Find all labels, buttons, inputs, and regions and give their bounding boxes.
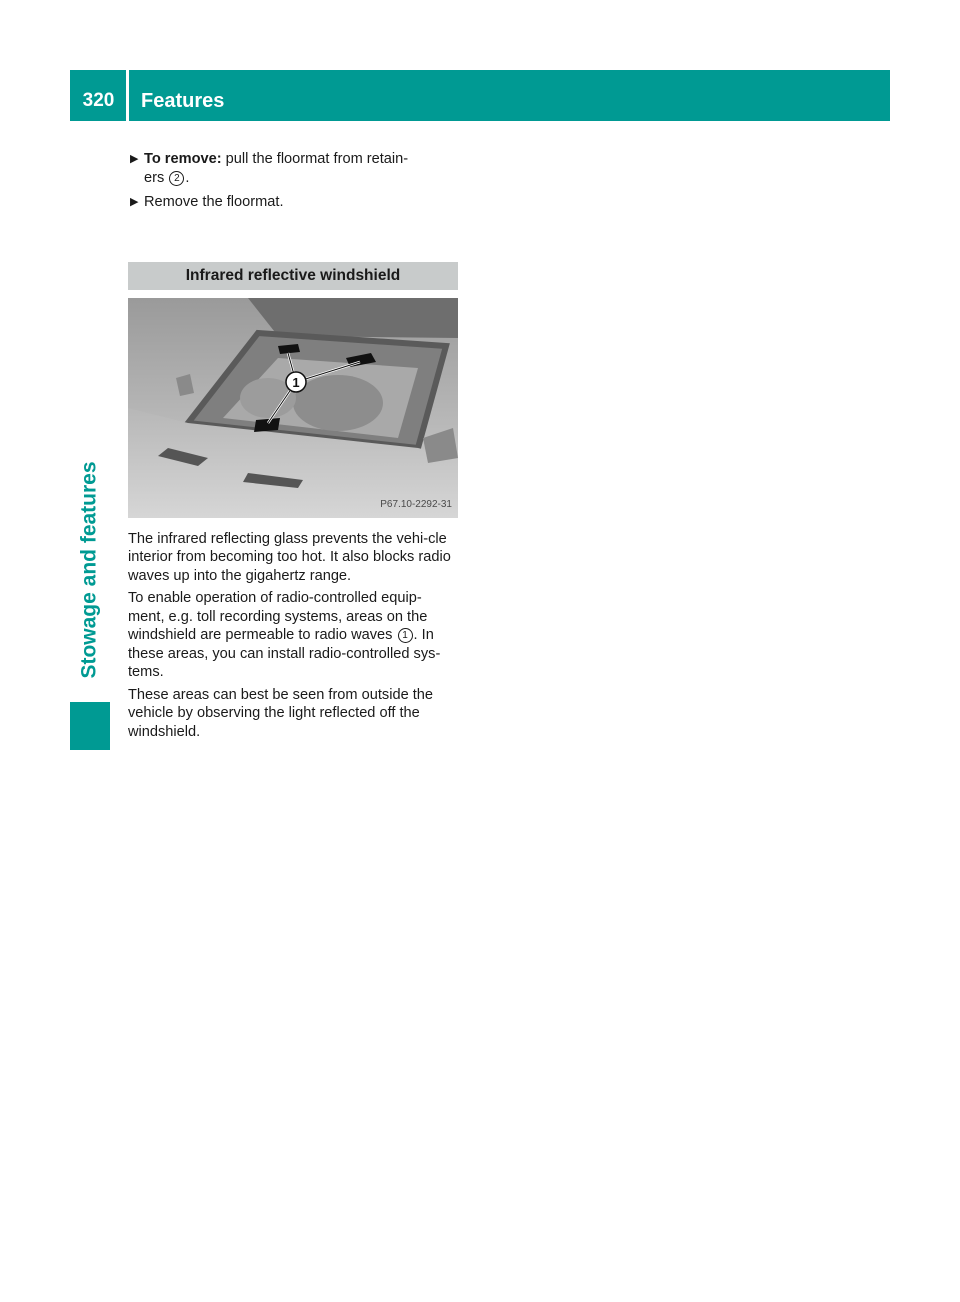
step-bold-label: To remove: — [144, 151, 222, 167]
step-text: Remove the floormat. — [144, 194, 284, 210]
paragraph — [128, 589, 458, 682]
page-number: 320 — [82, 90, 115, 111]
paragraph: These areas can best be seen from outside the vehicle by observing the light reflected off the windshield. — [128, 686, 434, 740]
content-column — [128, 150, 458, 745]
paragraph-text-end: . In these areas, you can install radio-controlled sys-tems. — [128, 627, 441, 680]
side-tab-label: Stowage and features — [78, 461, 101, 679]
body-text — [128, 530, 458, 742]
windshield-illustration — [128, 298, 458, 518]
step-text-line2: ers — [144, 169, 165, 186]
header-divider — [126, 70, 129, 121]
figure-callout-1: 1 — [292, 374, 300, 390]
instruction-step — [128, 150, 458, 187]
step-text: pull the floormat from retain- — [221, 151, 409, 167]
callout-marker: 2 — [169, 171, 184, 186]
side-tab-block — [70, 702, 110, 750]
side-tab — [70, 440, 110, 700]
step-text-end: . — [185, 169, 190, 186]
paragraph-text: To enable operation of radio-controlled equip-ment, e.g. toll recording systems, areas on the windshield are permeable to radio waves — [128, 590, 428, 643]
callout-marker: 1 — [398, 628, 413, 643]
step-arrow-icon: ▶ — [130, 196, 139, 208]
step-arrow-icon: ▶ — [130, 153, 139, 165]
instruction-step — [128, 193, 458, 212]
windshield-figure — [128, 298, 458, 518]
figure-code: P67.10-2292-31 — [380, 499, 452, 510]
paragraph: The infrared reflecting glass prevents the vehi-cle interior from becoming too hot. It also blocks radio waves up into the gigahertz range. — [128, 530, 451, 584]
section-heading: Infrared reflective windshield — [128, 262, 458, 290]
page-title: Features — [141, 90, 225, 112]
